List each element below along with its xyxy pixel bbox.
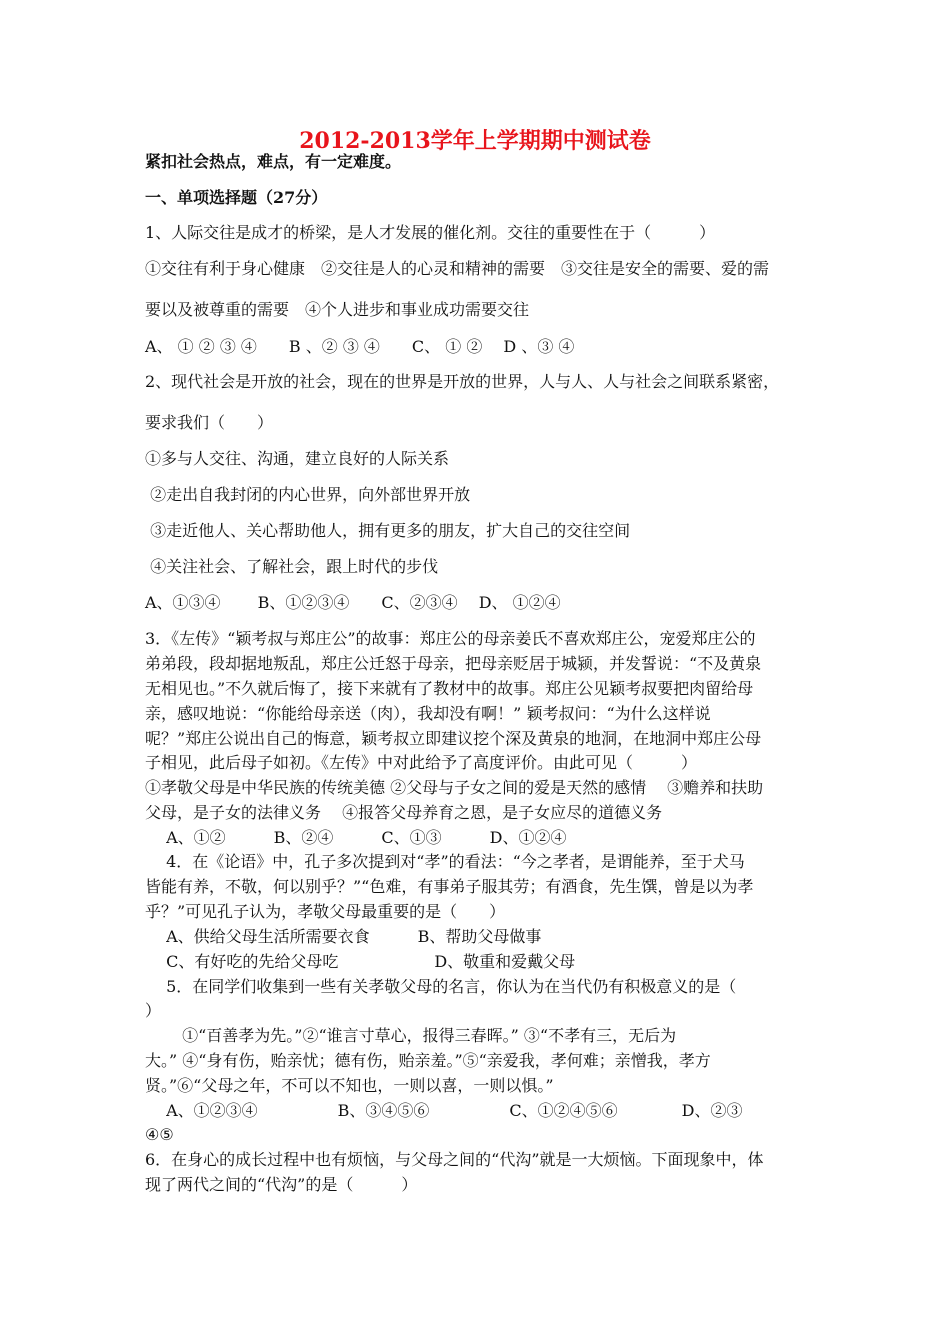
text-line: 5．在同学们收集到一些有关孝敬父母的名言，你认为在当代仍有积极意义的是（ <box>145 977 737 996</box>
text-line: 大。” ④“身有伤，贻亲忧；德有伤，贻亲羞。”⑤“亲爱我，孝何难；亲憎我，孝方 <box>145 1051 711 1070</box>
text-line: 亲，感叹地说：“你能给母亲送（肉），我却没有啊！” 颖考叔问：“为什么这样说 <box>145 704 711 723</box>
text-line: ①“百善孝为先。”②“谁言寸草心，报得三春晖。” ③“不孝有三，无后为 <box>145 1026 677 1045</box>
text-line: 3．《左传》“颖考叔与郑庄公”的故事：郑庄公的母亲姜氏不喜欢郑庄公，宠爱郑庄公的 <box>145 629 756 648</box>
text-line: ④关注社会、了解社会，跟上时代的步伐 <box>145 557 439 576</box>
text-line: A、供给父母生活所需要衣食 B、帮助父母做事 <box>145 927 542 946</box>
text-line: A、①③④ B、①②③④ C、②③④ D、 ①②④ <box>145 593 561 612</box>
text-line: A、①② B、②④ C、①③ D、①②④ <box>145 828 567 847</box>
text-line: C、有好吃的先给父母吃 D、敬重和爱戴父母 <box>145 952 576 971</box>
text-line: A、①②③④ B、③④⑤⑥ C、①②④⑤⑥ D、②③ <box>145 1101 743 1120</box>
text-line: 子相见，此后母子如初。《左传》中对此给予了高度评价。由此可见（ ） <box>145 753 698 772</box>
text-line: 无相见也。”不久就后悔了，接下来就有了教材中的故事。郑庄公见颖考叔要把肉留给母 <box>145 679 754 698</box>
text-line: 父母，是子女的法律义务 ④报答父母养育之恩，是子女应尽的道德义务 <box>145 803 663 822</box>
text-line: 要求我们（ ） <box>145 413 274 432</box>
subtitle: 紧扣社会热点，难点，有一定难度。 <box>145 152 402 171</box>
text-line: 弟弟段，段却据地叛乱，郑庄公迁怒于母亲，把母亲贬居于城颍，并发誓说：“不及黄泉 <box>145 654 762 673</box>
text-line: ） <box>145 1001 162 1020</box>
text-line: ①多与人交往、沟通，建立良好的人际关系 <box>145 449 450 468</box>
text-line: ①交往有利于身心健康 ②交往是人的心灵和精神的需要 ③交往是安全的需要、爱的需 <box>145 259 770 278</box>
text-line: 现了两代之间的“代沟”的是（ ） <box>145 1175 418 1194</box>
text-line: 皆能有养，不敬，何以别乎？”“色难，有事弟子服其劳；有酒食，先生馔，曾是以为孝 <box>145 877 754 896</box>
text-line: ③走近他人、关心帮助他人，拥有更多的朋友，扩大自己的交往空间 <box>145 521 631 540</box>
text-line: 4．在《论语》中，孔子多次提到对“孝”的看法：“今之孝者，是谓能养，至于犬马 <box>145 852 745 871</box>
text-line: 1、人际交往是成才的桥梁，是人才发展的催化剂。交往的重要性在于（ ） <box>145 223 716 242</box>
text-line: 6．在身心的成长过程中也有烦恼，与父母之间的“代沟”就是一大烦恼。下面现象中，体 <box>145 1150 764 1169</box>
text-line: 2、现代社会是开放的社会，现在的世界是开放的世界，人与人、人与社会之间联系紧密， <box>145 372 780 391</box>
text-line: 呢？”郑庄公说出自己的悔意，颖考叔立即建议挖个深及黄泉的地洞，在地洞中郑庄公母 <box>145 729 762 748</box>
text-line: ②走出自我封闭的内心世界，向外部世界开放 <box>145 485 471 504</box>
page-title: 2012-2013学年上学期期中测试卷 <box>299 128 651 154</box>
text-line: ④⑤ <box>145 1125 174 1144</box>
text-line: ①孝敬父母是中华民族的传统美德 ②父母与子女之间的爱是天然的感情 ③赡养和扶助 <box>145 778 764 797</box>
text-line: A、 ① ② ③ ④ B 、② ③ ④ C、 ① ② D 、③ ④ <box>145 337 575 356</box>
text-line: 贤。”⑥“父母之年，不可以不知也，一则以喜，一则以惧。” <box>145 1076 554 1095</box>
section-heading: 一、单项选择题（27分） <box>145 188 328 207</box>
text-line: 要以及被尊重的需要 ④个人进步和事业成功需要交往 <box>145 300 530 319</box>
text-line: 乎？”可见孔子认为，孝敬父母最重要的是（ ） <box>145 902 506 921</box>
